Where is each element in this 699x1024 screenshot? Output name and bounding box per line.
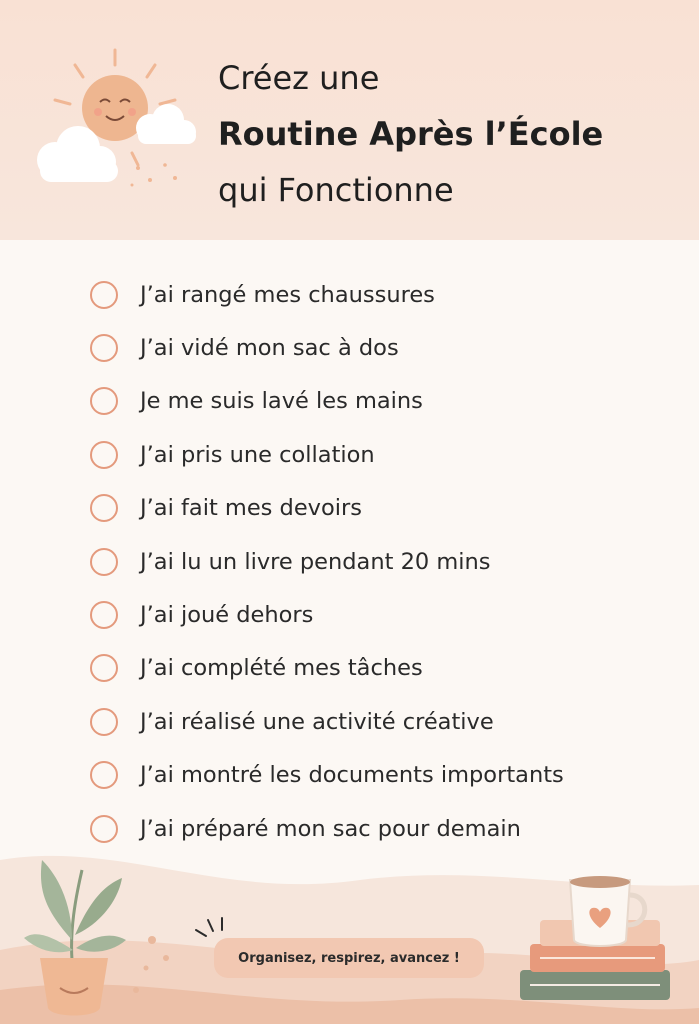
list-item — [90, 375, 670, 428]
motto-text: Organisez, respirez, avancez ! — [238, 950, 460, 966]
list-item — [90, 321, 670, 374]
checkbox[interactable] — [90, 387, 118, 415]
sun-cloud-icon — [20, 40, 210, 210]
item-label: J’ai pris une collation — [140, 441, 375, 468]
checkbox[interactable] — [90, 815, 118, 843]
checkbox[interactable] — [90, 601, 118, 629]
item-label: J’ai fait mes devoirs — [140, 495, 362, 522]
checkbox[interactable] — [90, 441, 118, 469]
list-item — [90, 695, 670, 748]
checkbox[interactable] — [90, 334, 118, 362]
item-label: J’ai réalisé une activité créative — [140, 708, 494, 735]
item-label: J’ai rangé mes chaussures — [140, 281, 435, 308]
item-label: J’ai joué dehors — [140, 602, 314, 629]
item-label: J’ai complété mes tâches — [140, 655, 423, 682]
checkbox[interactable] — [90, 548, 118, 576]
list-item — [90, 642, 670, 695]
checkbox[interactable] — [90, 494, 118, 522]
list-item — [90, 749, 670, 802]
list-item — [90, 535, 670, 588]
title-line-1: Créez une — [218, 59, 380, 97]
checkbox[interactable] — [90, 281, 118, 309]
checkbox[interactable] — [90, 654, 118, 682]
item-label: Je me suis lavé les mains — [140, 388, 423, 415]
footer-illustration — [0, 840, 699, 1024]
list-item — [90, 268, 670, 321]
list-item — [90, 588, 670, 641]
checkbox[interactable] — [90, 708, 118, 736]
list-item — [90, 428, 670, 481]
title-line-2: Routine Après l’École — [218, 115, 604, 153]
header-banner — [0, 0, 699, 240]
item-label: J’ai vidé mon sac à dos — [140, 335, 399, 362]
item-label: J’ai préparé mon sac pour demain — [140, 815, 521, 842]
list-item — [90, 482, 670, 535]
item-label: J’ai montré les documents importants — [140, 762, 564, 789]
motto-badge — [214, 938, 484, 978]
item-label: J’ai lu un livre pendant 20 mins — [140, 548, 491, 575]
checklist — [90, 268, 670, 855]
page-title — [218, 50, 688, 218]
title-line-3: qui Fonctionne — [218, 171, 454, 209]
checkbox[interactable] — [90, 761, 118, 789]
